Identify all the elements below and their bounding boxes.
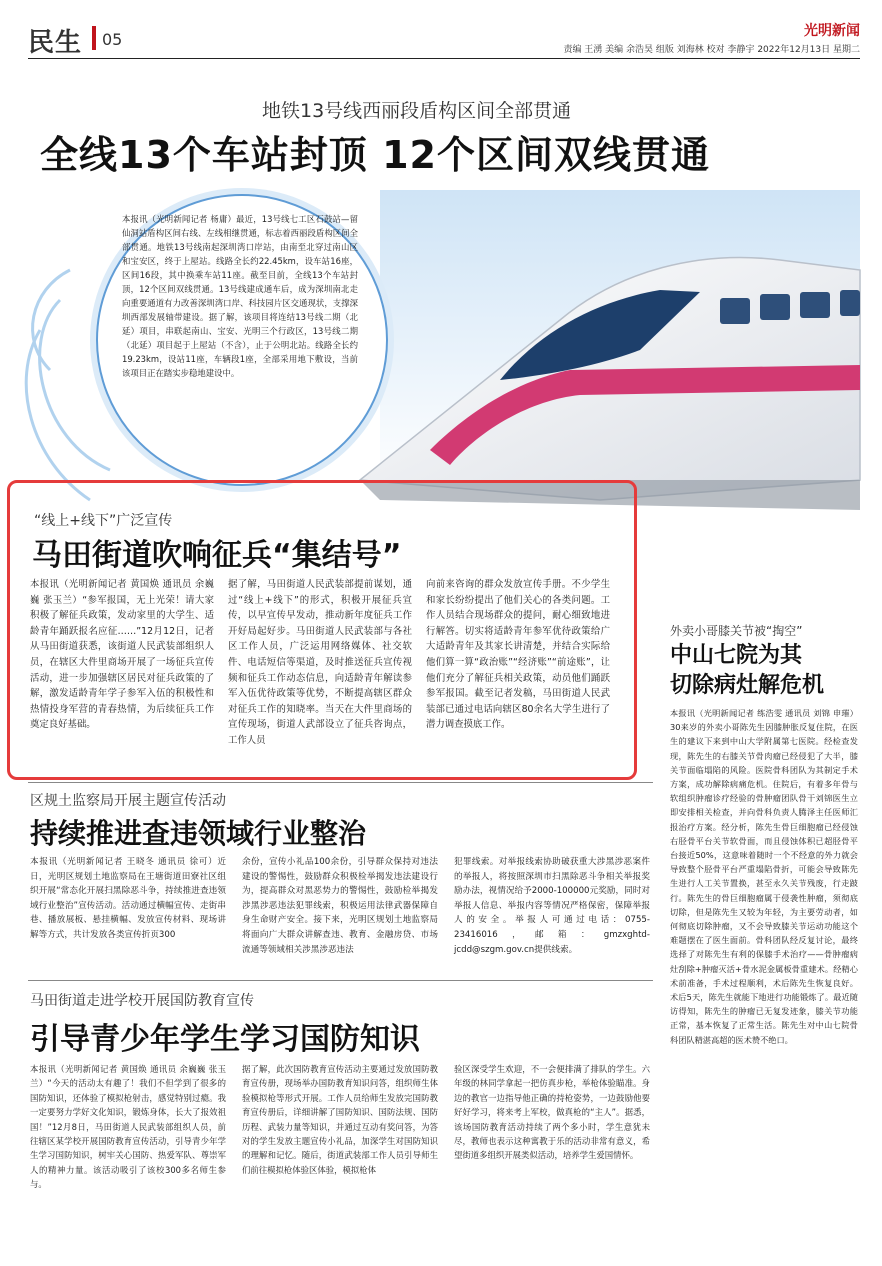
page-number: 05 [102,30,123,49]
supervision-headline: 持续推进查违领域行业整治 [30,817,367,850]
side-headline-line2: 切除病灶解危机 [670,673,825,698]
section-divider [28,980,653,981]
side-kicker: 外卖小哥膝关节被“掏空” [670,624,803,638]
school-body [30,1062,650,1246]
school-column-3: 验区深受学生欢迎，不一会便排满了排队的学生。六年级的林同学拿起一把仿真步枪，举枪体验瞄准。身边的教官一边指导他正确的持枪姿势，一边鼓励他要好好学习，将来考上军校，做真枪的“主人”。据悉，该场国防教育活动持续了两个多小时，学生意犹未尽，教师也表示这种寓教于乐的活动非常有意义，希望街道多组织开展类似活动，培养学生爱国情怀。 [454,1064,650,1161]
recruit-column-1: 本报讯（光明新闻记者 黄国焕 通讯员 余巍巍 张玉兰）“参军报国，无上光荣！请大家积极了解征兵政策，发动家里的大学生、适龄青年踊跃报名应征……”12月12日，记者从马田街道获悉，该街道人民武装部组织人员，在辖区大件里商场开展了一场征兵宣传活动，进一步加强辖区居民对征兵政策的了解，激发适龄青年学子参军入伍的积极性和热情投身军营的青春热情，为后续征兵工作奠定良好基础。 [30,579,214,731]
lead-headline: 全线13个车站封顶 12个区间双线贯通 [40,133,710,177]
supervision-column-2: 余份，宣传小礼品100余份，引导群众保持对违法建设的警惕性，鼓励群众积极检举揭发违法建设行为，提高群众对黑恶势力的警惕性，鼓励检举揭发涉黑涉恶违法犯罪线索，积极运用法律武器保障自身生命财产安全。接下来，光明区规划土地监察局将面向广大群众讲解查违、教育、金融房贷、市场流通等领域相关涉黑涉恶违法 [242,857,438,955]
recruit-kicker: “线上+线下”广泛宣传 [34,513,173,529]
lead-kicker: 地铁13号线西丽段盾构区间全部贯通 [262,100,572,122]
recruit-column-2: 据了解，马田街道人民武装部提前谋划，通过“线上+线下”的形式，积极开展征兵宣传，以早宣传早发动，推动新年度征兵工作开好局起好步。马田街道人民武装部与各社区工作人员，广泛运用网络媒体、社交软件、电话短信等渠道，及时推送征兵宣传视频和征兵工作动态信息，向适龄青年解读参军入伍优待政策等优势，不断提高辖区群众对征兵工作的知晓率。当天在大件里商场的宣传现场，街道人武部设立了征兵咨询点，工作人员 [228,579,412,746]
section-divider [28,782,653,783]
side-headline-line1: 中山七院为其 [670,643,803,668]
recruit-headline: 马田街道吹响征兵“集结号” [32,538,402,573]
recruit-body [30,577,610,772]
school-headline: 引导青少年学生学习国防知识 [30,1022,420,1057]
section-divider-bar [92,26,96,50]
school-kicker: 马田街道走进学校开展国防教育宣传 [30,993,254,1009]
side-body: 本报讯（光明新闻记者 练浩雯 通讯员 刘锦 申璀）30来岁的外卖小哥陈先生因膝肿胀反复住院，在医生的建议下来到中山大学附属第七医院。经检查发现，陈先生的右膝关节骨肉瘤已经侵犯了大半，膝关节面临塌陷的风险。医院骨科团队为其制定手术方案，成功解除病痛危机。住院后，有着多年骨与软组织肿瘤诊疗经验的骨肿瘤团队骨干刘锦医生立即安排相关检查，并向骨科负责人腾泽主任医师汇报治疗方案。经分析，陈先生骨巨细胞瘤已经侵蚀右胫骨平台关节软骨面，而且侵蚀体积已超胫骨平台接近50%，这意味着随时一个不经意的外力就会导致整个胫骨平台严重塌陷骨折，可能会导致陈先生进行人工关节置换，甚至永久关节残废，行走跛行。陈先生的骨巨细胞瘤属于侵袭性肿瘤，须彻底切除，但是陈先生又较为年轻，为主要劳动者，如何彻底切除肿瘤，又不会导致膝关节运动功能这个难题摆在了医生面前。骨科团队经反复讨论，最终选择了对陈先生有利的保膝手术治疗——骨肿瘤病灶刮除+肿瘤灭活+骨水泥金属板骨重建术。经精心术前准备，手术过程顺利，术后陈先生恢复良好。术后5天，陈先生就能下地进行功能锻炼了。最近随访得知，陈先生的肿瘤已无复发迹象，膝关节功能正常，基本恢复了正常生活。陈先生对中山七院骨科团队精湛高超的医术赞不绝口。 [670,708,858,1045]
school-column-1: 本报讯（光明新闻记者 黄国焕 通讯员 余巍巍 张玉兰）“今天的活动太有趣了！我们不但学到了很多的国防知识，还体验了模拟枪射击，感觉特别过瘾。我一定要努力学好文化知识，锻炼身体，长大了报效祖国！”12月8日，马田街道人民武装部组织人员，前往辖区某学校开展国防教育宣传活动，引导青少年学生学习国防知识，树牢关心国防、热爱军队、尊崇军人的精神力量。该活动吸引了该校300多名师生参与。 [30,1064,226,1190]
page-header [28,18,860,59]
swirl-decoration [26,270,110,500]
section-name: 民生 [28,28,83,58]
lead-story-body: 本报讯（光明新闻记者 杨庸）最近，13号线七工区石鼓站—留仙洞站盾构区间右线、左线相继贯通，标志着西丽段盾构区间全部贯通。地铁13号线南起深圳湾口岸站，由南至北穿过南山区和宝安区，终于上屋站。线路全长约22.45km，设车站16座，区间16段，其中换乘车站11座。截至目前，全线13个车站封顶，12个区间双线贯通。13号线建成通车后，成为深圳南北走向重要通道有力改善深圳湾口岸、科技园片区交通现状，支撑深圳西部发展轴带建设。据了解，该项目将连结13号线二期（北延）项目，串联起南山、宝安、光明三个行政区，13号线二期（北延）项目起于上屋站（不含），止于公明北站。线路全长约19.23km，设站11座，车辆段1座，全部采用地下敷设，当前该项目正在踏实步稳地建设中。 [122,214,358,378]
newspaper-logo: 光明新闻 [804,23,860,39]
supervision-body [30,855,650,973]
editor-credits: 责编 王湧 美编 余浩昊 组版 刘海林 校对 李静宇 2022年12月13日 星期二 [563,45,860,55]
recruit-column-3: 向前来咨询的群众发放宣传手册。不少学生和家长纷纷提出了他们关心的各类问题。工作人员结合现场群众的提问，耐心细致地进行解答。切实将适龄青年参军优待政策给广大适龄青年及其家长讲清楚，并结合实际给他们算一算“政治账”“经济账”“前途账”，让他们充分了解征兵相关政策，动员他们踊跃参军报国。截至记者发稿，马田街道人民武装部已通过电话向辖区80余名大学生进行了潜力调查摸底工作。 [426,579,610,731]
supervision-kicker: 区规土监察局开展主题宣传活动 [30,793,226,809]
supervision-column-1: 本报讯（光明新闻记者 王晓冬 通讯员 徐可）近日，光明区规划土地监察局在王塘街道田寮社区组织开展“常态化开展扫黑除恶斗争，持续推进查违领域行业整治”宣传活动。活动通过横幅宣传、走街串巷、播放展板、悬挂横幅、发放宣传材料、现场讲解等方式，共计发放各类宣传折页300 [30,857,226,940]
supervision-column-3: 犯罪线索。对举报线索协助破获重大涉黑涉恶案件的举报人，将按照深圳市扫黑除恶斗争相关举报奖励办法，视情况给予2000-100000元奖励，同时对举报人信息、举报内容等情况严格保密，保障举报人的安全。举报人可通过电话：0755-23416016，邮箱：gmzxghtd-jcdd@szgm.gov.cn提供线索。 [454,857,650,955]
school-column-2: 据了解，此次国防教育宣传活动主要通过发放国防教育宣传册，现场举办国防教育知识问答，组织师生体验模拟枪等形式开展。工作人员给师生发放完国防教育宣传册后，详细讲解了国防知识、国防法规、国防历程、武装力量等知识，并通过互动有奖问答，为答对的学生发放主题宣传小礼品，加深学生对国防知识的理解和记忆。随后，街道武装部工作人员引导师生们前往模拟枪体验区体验，模拟枪体 [242,1064,438,1175]
